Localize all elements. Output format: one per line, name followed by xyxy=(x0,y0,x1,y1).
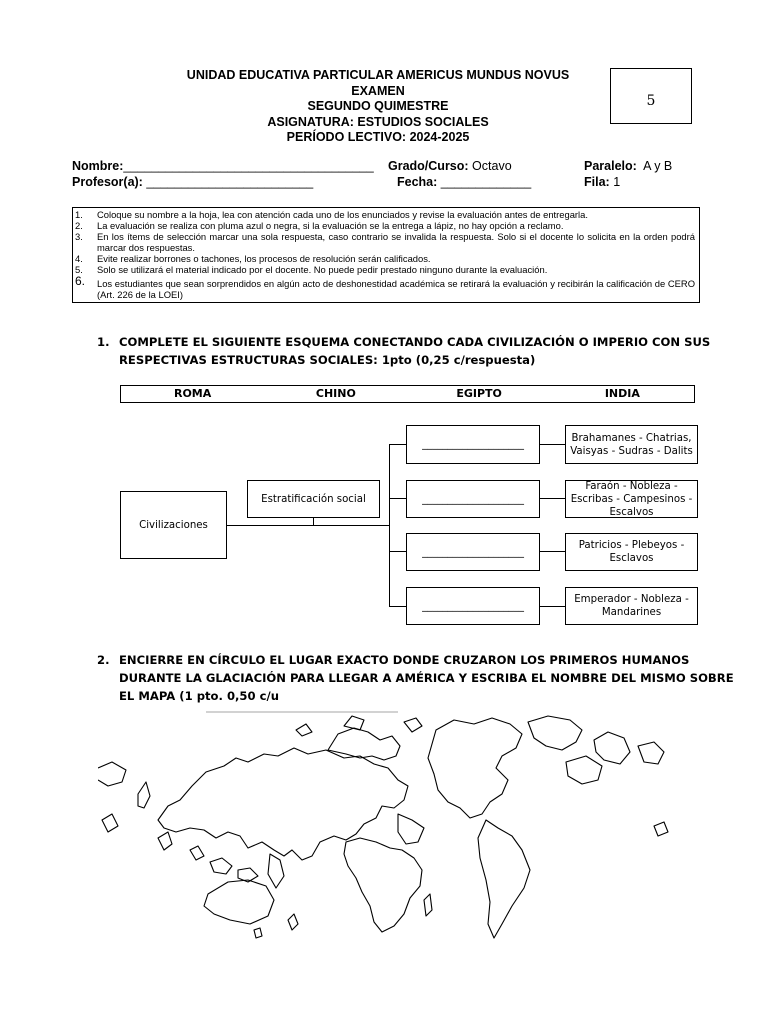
civilizations-box xyxy=(120,491,227,559)
score-value: 5 xyxy=(646,93,656,109)
instruction-text: Coloque su nombre a la hoja, lea con atención cada uno de los enunciados y revise la evaluación antes de entregarla. xyxy=(97,209,588,220)
instruction-number: 3. xyxy=(75,231,83,242)
structure-text: Faraón - Nobleza - Escribas - Campesinos - Escalvos xyxy=(570,480,693,518)
exam-term: SEGUNDO QUIMESTRE xyxy=(307,99,449,113)
instruction-text: Los estudiantes que sean sorprendidos en algún acto de deshonestidad académica se retirará la evaluación y recibirán la calificación de CERO (Art. 226 de la LOEI) xyxy=(97,278,695,300)
answer-blank-3[interactable] xyxy=(406,533,540,571)
answer-blank-1[interactable] xyxy=(406,425,540,464)
name-blank[interactable]: ____________________________________ xyxy=(123,159,374,173)
structure-box-egipto xyxy=(565,480,698,518)
connector-line xyxy=(389,498,406,499)
instruction-number: 1. xyxy=(75,209,83,220)
structure-box-chino xyxy=(565,587,698,625)
answer-line: ____________________ xyxy=(422,439,524,450)
row-label: Fila: xyxy=(584,175,610,189)
question-1-line-1: COMPLETE EL SIGUIENTE ESQUEMA CONECTANDO CADA CIVILIZACIÓN O IMPERIO CON SUS xyxy=(119,335,711,349)
connector-line xyxy=(389,444,390,607)
school-name: UNIDAD EDUCATIVA PARTICULAR AMERICUS MUNDUS NOVUS xyxy=(186,68,570,82)
grade-label: Grado/Curso: xyxy=(388,159,469,173)
date-label: Fecha: xyxy=(397,175,438,189)
civilizations-label: Civilizaciones xyxy=(139,519,208,531)
civ-chino: CHINO xyxy=(315,387,356,400)
structure-text: Brahamanes - Chatrias, Vaisyas - Sudras - Dalits xyxy=(570,432,693,457)
instruction-number: 5. xyxy=(75,264,83,275)
exam-title: EXAMEN xyxy=(351,83,405,98)
row-value: 1 xyxy=(613,175,621,189)
civ-india: INDIA xyxy=(604,387,640,400)
stratification-label: Estratificación social xyxy=(261,493,366,505)
question-2-line-3: EL MAPA (1 pto. 0,50 c/u xyxy=(119,689,279,703)
connector-line xyxy=(539,606,565,607)
question-1-line-2: RESPECTIVAS ESTRUCTURAS SOCIALES: 1pto (0,25 c/respuesta) xyxy=(119,353,536,367)
exam-subject: ASIGNATURA: ESTUDIOS SOCIALES xyxy=(267,114,489,129)
connector-line xyxy=(313,517,314,526)
answer-line: ____________________ xyxy=(422,600,524,612)
answer-line: ____________________ xyxy=(422,546,524,558)
teacher-blank[interactable]: ________________________ xyxy=(146,175,314,189)
answer-blank-2[interactable] xyxy=(406,480,540,518)
structure-box-roma xyxy=(565,533,698,571)
date-blank[interactable]: _____________ xyxy=(440,175,532,189)
world-map-outline xyxy=(98,710,678,945)
instruction-text: La evaluación se realiza con pluma azul o negra, si la evaluación se la entrega a lápiz, no hay opción a reclamo. xyxy=(97,220,564,231)
answer-blank-4[interactable] xyxy=(406,587,540,625)
question-2-line-1: ENCIERRE EN CÍRCULO EL LUGAR EXACTO DONDE CRUZARON LOS PRIMEROS HUMANOS xyxy=(119,653,690,667)
question-2-number: 2. xyxy=(97,653,110,667)
question-1-number: 1. xyxy=(97,335,110,349)
instruction-number: 6. xyxy=(75,274,86,288)
connector-line xyxy=(539,498,565,499)
civ-roma: ROMA xyxy=(173,387,212,400)
answer-line: ____________________ xyxy=(422,493,524,505)
connector-line xyxy=(226,525,389,526)
connector-line xyxy=(389,606,406,607)
parallel-label: Paralelo: xyxy=(584,159,637,173)
instruction-text: Solo se utilizará el material indicado por el docente. No puede pedir prestado ninguno durante la evaluación. xyxy=(97,264,548,275)
connector-line xyxy=(539,444,565,445)
name-label: Nombre: xyxy=(72,159,124,173)
stratification-box xyxy=(247,480,380,518)
exam-period: PERÍODO LECTIVO: 2024-2025 xyxy=(286,130,470,144)
civ-egipto: EGIPTO xyxy=(456,387,502,400)
teacher-label: Profesor(a): xyxy=(72,175,143,189)
parallel-value: A y B xyxy=(643,159,673,173)
structure-text: Patricios - Plebeyos - Esclavos xyxy=(578,540,685,564)
world-map[interactable] xyxy=(98,710,678,945)
connector-line xyxy=(539,551,565,552)
structure-text: Emperador - Nobleza - Mandarines xyxy=(574,594,689,618)
question-2-line-2: DURANTE LA GLACIACIÓN PARA LLEGAR A AMÉRICA Y ESCRIBA EL NOMBRE DEL MISMO SOBRE xyxy=(119,671,734,685)
instruction-text: En los ítems de selección marcar una sola respuesta, caso contrario se invalida la respuesta. Solo si el docente lo solicita en la orden podrá marcar dos respuestas. xyxy=(97,231,695,253)
connector-line xyxy=(389,444,406,445)
instruction-number: 2. xyxy=(75,220,83,231)
grade-value: Octavo xyxy=(472,159,512,173)
instruction-text: Evite realizar borrones o tachones, los procesos de resolución serán calificados. xyxy=(97,253,431,264)
instruction-number: 4. xyxy=(75,253,83,264)
connector-line xyxy=(389,551,406,552)
structure-box-india xyxy=(565,425,698,464)
